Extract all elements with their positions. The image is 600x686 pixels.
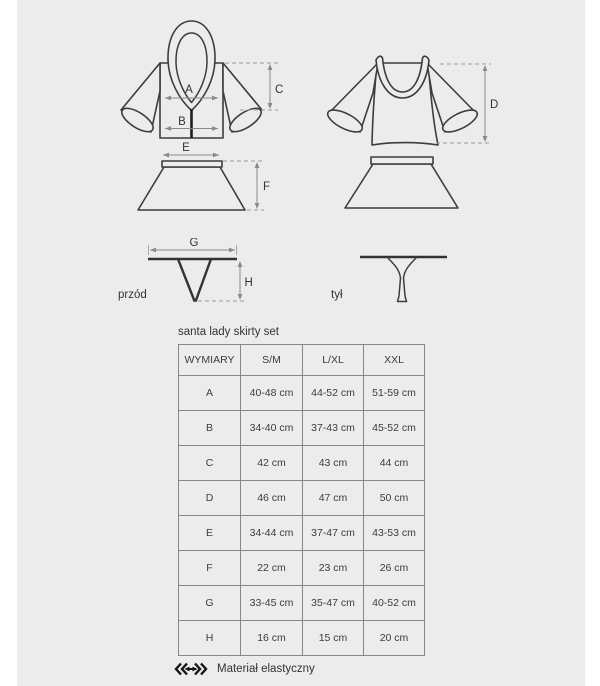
material-note: Materiał elastyczny: [217, 663, 315, 675]
table-row: [179, 411, 425, 446]
size-value: 34-44 cm: [241, 516, 303, 551]
header-size-lxl: L/XL: [303, 345, 364, 376]
panties-back-diagram: [350, 245, 460, 307]
dimension-letter: E: [179, 516, 241, 551]
header-dimensions: WYMIARY: [179, 345, 241, 376]
waistband: [371, 157, 433, 164]
size-value: 37-47 cm: [303, 516, 364, 551]
size-value: 34-40 cm: [241, 411, 303, 446]
table-row: [179, 586, 425, 621]
thong-back-outline: [387, 257, 417, 302]
skirt-back-diagram: [335, 150, 470, 212]
size-value: 50 cm: [364, 481, 425, 516]
size-value: 43-53 cm: [364, 516, 425, 551]
size-table-header-row: [179, 345, 425, 376]
dimension-g: [149, 238, 237, 255]
measure-label-f: F: [263, 181, 271, 193]
size-value: 26 cm: [364, 551, 425, 586]
dimension-letter: F: [179, 551, 241, 586]
measure-label-d: D: [490, 99, 499, 111]
skirt-front-diagram: [130, 142, 275, 220]
size-value: 42 cm: [241, 446, 303, 481]
back-view-label: tył: [331, 289, 343, 301]
measure-label-c: C: [275, 84, 284, 96]
table-row: [179, 376, 425, 411]
table-row: [179, 481, 425, 516]
dimension-letter: H: [179, 621, 241, 656]
measure-label-a: A: [185, 84, 193, 96]
dimension-letter: C: [179, 446, 241, 481]
table-row: [179, 516, 425, 551]
table-row: [179, 551, 425, 586]
jacket-front-diagram: [100, 15, 290, 150]
left-white-margin: [0, 0, 17, 686]
size-value: 15 cm: [303, 621, 364, 656]
size-value: 45-52 cm: [364, 411, 425, 446]
waistband: [162, 161, 222, 167]
dimension-letter: G: [179, 586, 241, 621]
size-value: 43 cm: [303, 446, 364, 481]
right-white-margin: [585, 0, 600, 686]
front-view-label: przód: [118, 289, 147, 301]
size-value: 47 cm: [303, 481, 364, 516]
size-value: 16 cm: [241, 621, 303, 656]
table-row: [179, 621, 425, 656]
top-back-outline: [325, 56, 481, 145]
size-value: 40-48 cm: [241, 376, 303, 411]
size-value: 51-59 cm: [364, 376, 425, 411]
measure-label-e: E: [182, 142, 190, 154]
size-table: [178, 344, 425, 656]
header-size-xxl: XXL: [364, 345, 425, 376]
skirt-front-outline: [138, 161, 245, 210]
product-title: santa lady skirty set: [178, 326, 279, 338]
measure-label-h: H: [244, 277, 253, 289]
size-value: 20 cm: [364, 621, 425, 656]
size-value: 46 cm: [241, 481, 303, 516]
dimension-e: [163, 142, 219, 157]
measure-label-b: B: [178, 116, 186, 128]
dimension-letter: B: [179, 411, 241, 446]
size-value: 22 cm: [241, 551, 303, 586]
size-value: 44 cm: [364, 446, 425, 481]
size-value: 44-52 cm: [303, 376, 364, 411]
size-value: 35-47 cm: [303, 586, 364, 621]
panties-front-outline: [148, 259, 237, 301]
header-size-sm: S/M: [241, 345, 303, 376]
dimension-h: [198, 261, 253, 301]
size-value: 23 cm: [303, 551, 364, 586]
dimension-letter: D: [179, 481, 241, 516]
size-value: 33-45 cm: [241, 586, 303, 621]
table-row: [179, 446, 425, 481]
size-value: 40-52 cm: [364, 586, 425, 621]
dimension-letter: A: [179, 376, 241, 411]
elastic-stretch-icon: [173, 662, 209, 676]
size-value: 37-43 cm: [303, 411, 364, 446]
top-back-diagram: [320, 50, 505, 155]
measure-label-g: G: [189, 238, 199, 249]
jacket-outline: [118, 21, 264, 138]
